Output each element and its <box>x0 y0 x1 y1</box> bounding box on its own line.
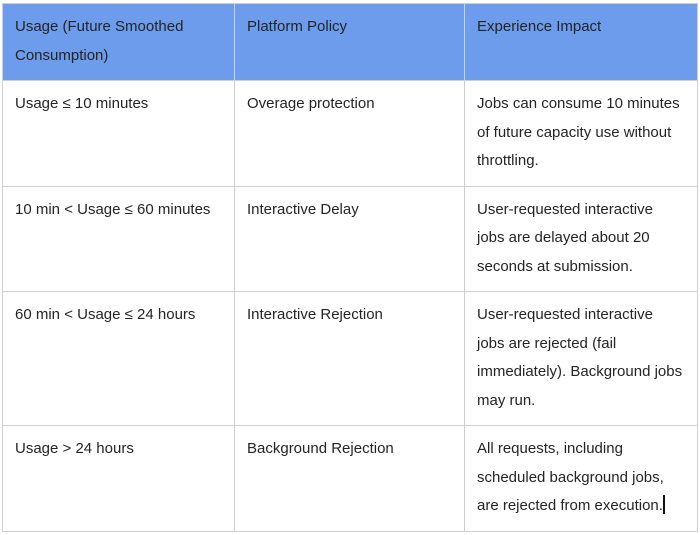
cell-policy-text: Interactive Rejection <box>247 306 383 323</box>
table-header-row <box>3 4 698 81</box>
cell-impact-text: User-requested interactive jobs are rejected (fail immediately). Background jobs may run. <box>477 306 683 409</box>
cell-usage[interactable] <box>3 292 235 426</box>
cell-impact-text: All requests, including scheduled background jobs, are rejected from execution. <box>477 440 664 514</box>
column-header-experience-impact-label: Experience Impact <box>477 18 602 35</box>
cell-impact[interactable] <box>465 81 698 187</box>
cell-policy-text: Background Rejection <box>247 440 394 457</box>
cell-usage[interactable] <box>3 426 235 532</box>
text-cursor <box>663 495 665 514</box>
table-row <box>3 186 698 292</box>
cell-impact[interactable] <box>465 426 698 532</box>
cell-policy-text: Interactive Delay <box>247 200 359 218</box>
usage-policy-table <box>2 3 698 532</box>
cell-impact[interactable] <box>465 292 698 426</box>
cell-impact[interactable] <box>465 186 698 292</box>
cell-impact-text: User-requested interactive jobs are delayed about 20 seconds at submission. <box>477 200 653 275</box>
cell-usage-text: Usage > 24 hours <box>15 440 134 457</box>
column-header-usage[interactable] <box>3 4 235 81</box>
cell-policy[interactable] <box>235 81 465 187</box>
cell-usage-text: Usage ≤ 10 minutes <box>15 95 149 112</box>
cell-impact-text: Jobs can consume 10 minutes of future capacity use without throttling. <box>477 95 680 169</box>
cell-usage[interactable] <box>3 81 235 187</box>
column-header-platform-policy[interactable] <box>235 4 465 81</box>
table-row <box>3 81 698 187</box>
cell-policy[interactable] <box>235 426 465 532</box>
table-row <box>3 292 698 426</box>
cell-usage[interactable] <box>3 186 235 292</box>
cell-usage-text: 10 min < Usage ≤ 60 minutes <box>15 200 211 218</box>
cell-usage-text: 60 min < Usage ≤ 24 hours <box>15 306 196 323</box>
table-row <box>3 426 698 532</box>
cell-policy-text: Overage protection <box>247 95 375 112</box>
column-header-experience-impact[interactable] <box>465 4 698 81</box>
cell-policy[interactable] <box>235 292 465 426</box>
column-header-usage-label: Usage (Future Smoothed Consumption) <box>15 18 184 64</box>
cell-policy[interactable] <box>235 186 465 292</box>
column-header-platform-policy-label: Platform Policy <box>247 18 348 35</box>
